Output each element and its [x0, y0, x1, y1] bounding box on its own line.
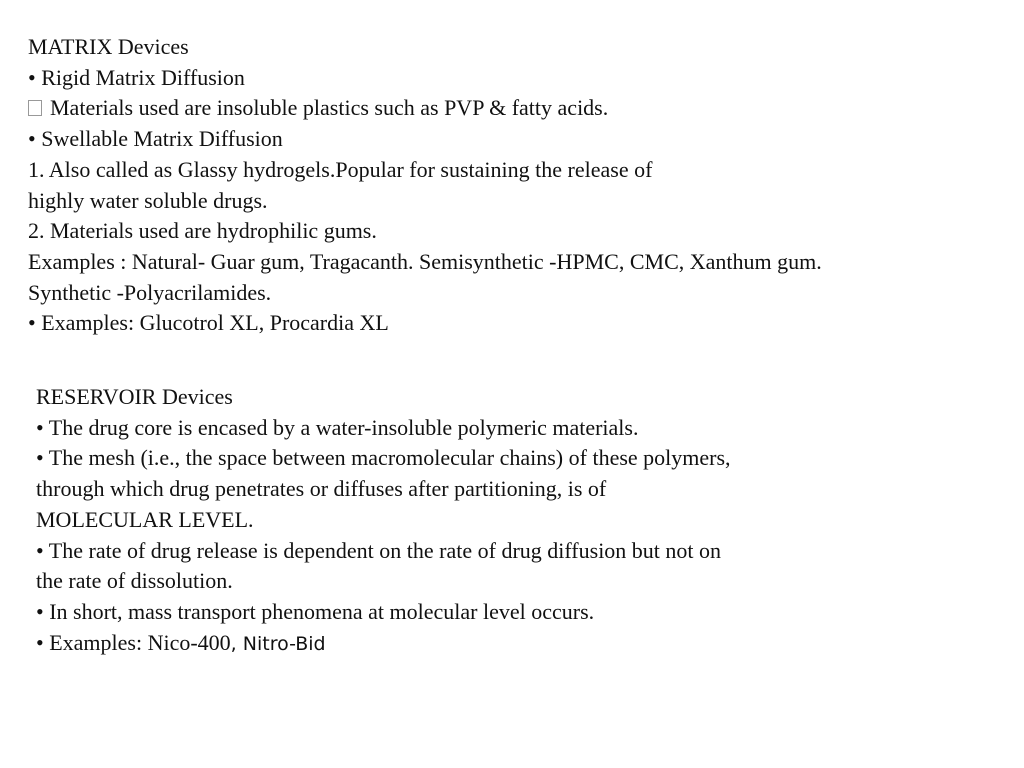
matrix-devices-section: [28, 32, 822, 339]
bullet-line: • In short, mass transport phenomena at molecular level occurs.: [36, 598, 595, 624]
section-title: RESERVOIR Devices: [36, 384, 233, 409]
section-title: MATRIX Devices: [28, 34, 189, 59]
sub-bullet-text: Materials used are insoluble plastics such as PVP & fatty acids.: [50, 95, 609, 121]
text-line: through which drug penetrates or diffuses after partitioning, is of: [36, 476, 607, 502]
examples-line: [36, 628, 731, 660]
bullet-line: • The mesh (i.e., the space between macromolecular chains) of these polymers,: [36, 445, 731, 471]
reservoir-devices-section: [36, 382, 731, 659]
text-line: highly water soluble drugs.: [28, 187, 268, 213]
text-line: MOLECULAR LEVEL.: [36, 506, 254, 532]
sub-bullet-line: [28, 93, 822, 124]
text-line: Examples : Natural- Guar gum, Tragacanth. Semisynthetic -HPMC, CMC, Xanthum gum.: [28, 248, 822, 274]
examples-suffix: , Nitro-Bid: [230, 632, 326, 655]
bullet-line: • Examples: Glucotrol XL, Procardia XL: [28, 310, 389, 336]
text-line: Synthetic -Polyacrilamides.: [28, 279, 272, 305]
bullet-line: • The drug core is encased by a water-insoluble polymeric materials.: [36, 414, 639, 440]
text-line: 1. Also called as Glassy hydrogels.Popular for sustaining the release of: [28, 156, 653, 182]
bullet-line: • The rate of drug release is dependent on the rate of drug diffusion but not on: [36, 537, 722, 563]
examples-prefix: • Examples: Nico-400: [36, 629, 231, 655]
text-line: 2. Materials used are hydrophilic gums.: [28, 218, 377, 244]
text-line: the rate of dissolution.: [36, 568, 233, 594]
missing-glyph-box-icon: [28, 100, 42, 116]
bullet-line: • Swellable Matrix Diffusion: [28, 126, 283, 152]
bullet-line: • Rigid Matrix Diffusion: [28, 64, 245, 90]
